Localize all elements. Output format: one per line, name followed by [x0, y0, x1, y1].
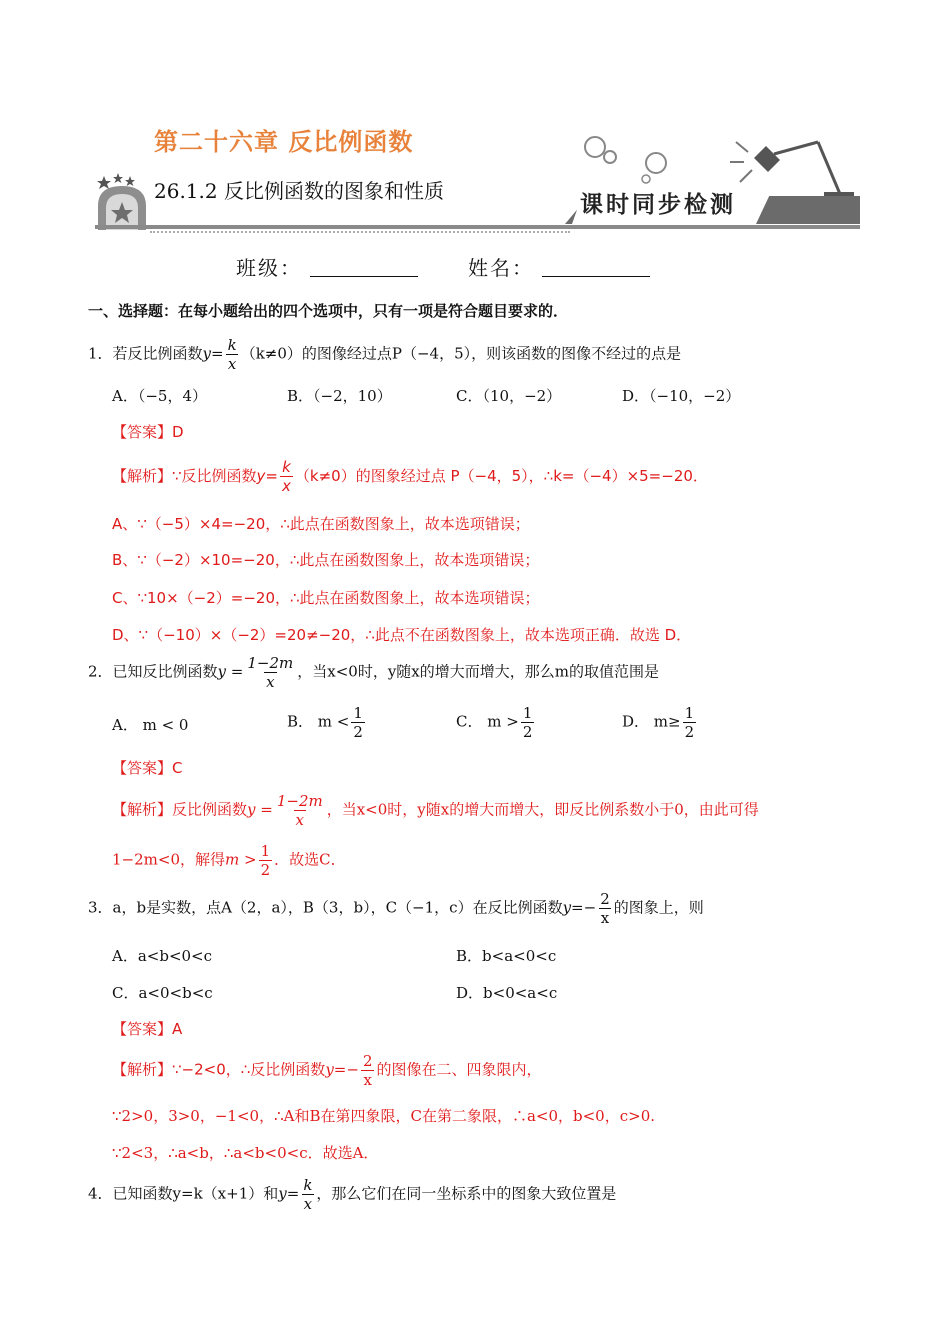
class-field[interactable] — [236, 252, 418, 281]
q3-option-b[interactable]: B．b<a<0<c — [456, 947, 557, 965]
desk-lamp-icon — [728, 128, 858, 200]
name-blank[interactable] — [542, 258, 650, 277]
q1-answer: 【答案】D — [112, 423, 184, 441]
question-1: 1．若反比例函数y= $\frac{k}{x}$ （k≠0）的图像经过点P（−4，5），则该函数的图像不经过的点是 — [88, 336, 682, 373]
header-dotted-rule — [150, 231, 570, 233]
class-label: 班级： — [236, 256, 302, 280]
q1-analysis-line-c: C、∵10×（−2）=−20，∴此点在函数图象上，故本选项错误； — [112, 589, 540, 607]
class-blank[interactable] — [310, 258, 418, 277]
q1-option-c[interactable]: C．（10，−2） — [456, 387, 562, 405]
q3-option-d[interactable]: D．b<0<a<c — [456, 984, 558, 1002]
q1-analysis-line-d: D、∵（−10）×（−2）=20≠−20，∴此点不在函数图象上，故本选项正确．故选 D． — [112, 626, 692, 644]
q1-analysis-line-a: A、∵（−5）×4=−20，∴此点在函数图象上，故本选项错误； — [112, 515, 530, 533]
question-4: 4．已知函数y=k（x+1）和y= $\frac{k}{x}$ ，那么它们在同一坐标系中的图象大致位置是 — [88, 1176, 617, 1213]
section-title: 26.1.2 反比例函数的图象和性质 — [154, 179, 444, 203]
q1-option-b[interactable]: B．（−2，10） — [287, 387, 392, 405]
header-rule — [95, 225, 860, 229]
q2-analysis: 【解析】反比例函数y = $\frac{1-2m}{x}$ ，当x<0时，y随x的增大而增大，即反比例系数小于0，由此可得 — [112, 792, 759, 829]
q3-answer: 【答案】A — [112, 1020, 183, 1038]
header-tag: 课时同步检测 — [580, 191, 736, 218]
chapter-title: 第二十六章 反比例函数 — [154, 127, 414, 156]
q2-option-b[interactable]: B． m < $\frac{1}{2}$ — [287, 704, 363, 741]
section-heading: 一、选择题：在每小题给出的四个选项中，只有一项是符合题目要求的． — [88, 302, 569, 320]
q3-option-c[interactable]: C．a<0<b<c — [112, 984, 213, 1002]
q2-option-a[interactable]: A． m < 0 — [112, 716, 189, 734]
q3-analysis: 【解析】∵−2<0，∴反比例函数y=− $\frac{2}{x}$ 的图像在二、四象限内， — [112, 1052, 542, 1089]
q3-option-a[interactable]: A．a<b<0<c — [112, 947, 213, 965]
q1-analysis-line-b: B、∵（−2）×10=−20，∴此点在函数图象上，故本选项错误； — [112, 551, 540, 569]
q2-answer: 【答案】C — [112, 759, 183, 777]
q2-analysis-line-2: 1−2m<0，解得m > $\frac{1}{2}$ ．故选C． — [112, 842, 346, 879]
name-field[interactable] — [468, 252, 650, 281]
bubbles-icon — [580, 135, 680, 185]
q1-option-a[interactable]: A．（−5，4） — [112, 387, 207, 405]
name-label: 姓名： — [468, 256, 534, 280]
q3-analysis-line-2: ∵2>0，3>0，−1<0，∴A和B在第四象限，C在第二象限，∴a<0，b<0，c>0. — [112, 1107, 656, 1125]
q2-option-d[interactable]: D． m≥ $\frac{1}{2}$ — [622, 704, 695, 741]
q3-analysis-line-3: ∵2<3，∴a<b，∴a<b<0<c．故选A． — [112, 1144, 379, 1162]
q2-option-c[interactable]: C． m > $\frac{1}{2}$ — [456, 704, 533, 741]
q1-option-d[interactable]: D．（−10，−2） — [622, 387, 741, 405]
q1-analysis: 【解析】∵反比例函数y= $\frac{k}{x}$ （k≠0）的图象经过点 P（−4，5），∴k=（−4）×5=−20． — [112, 458, 708, 495]
question-3: 3．a，b是实数，点A（2，a），B（3，b），C（−1，c）在反比例函数y=− $\frac{2}{x}$ 的图象上，则 — [88, 890, 704, 927]
question-2: 2．已知反比例函数y = $\frac{1-2m}{x}$ ，当x<0时，y随x的增大而增大，那么m的取值范围是 — [88, 654, 659, 691]
